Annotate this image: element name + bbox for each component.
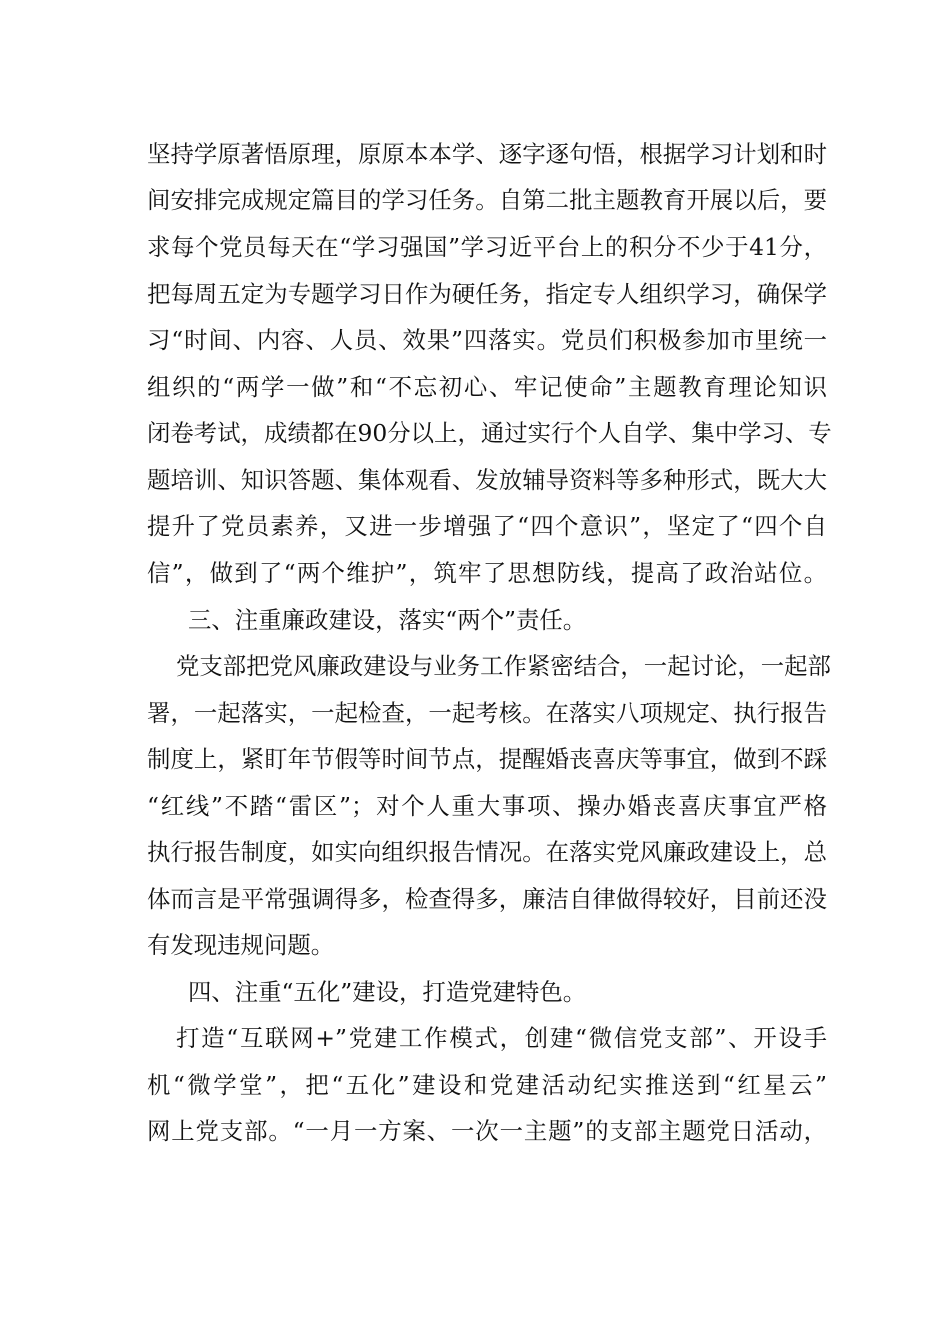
paragraph-line: 有发现违规问题。 [147,931,335,959]
paragraph-line: 党支部把党风廉政建设与业务工作紧密结合，一起讨论，一起部 [176,652,831,680]
paragraph-line: 信”，做到了“两个维护”，筑牢了思想防线，提高了政治站位。 [147,559,827,587]
paragraph-line: 坚持学原著悟原理，原原本本学、逐字逐句悟，根据学习计划和时 [147,140,827,168]
section-heading: 三、注重廉政建设，落实“两个”责任。 [188,606,587,634]
section-heading: 四、注重“五化”建设，打造党建特色。 [188,978,587,1006]
paragraph-line: 执行报告制度，如实向组织报告情况。在落实党风廉政建设上，总 [147,838,827,866]
paragraph-line: 组织的“两学一做”和“不忘初心、牢记使命”主题教育理论知识 [147,373,827,401]
paragraph-line: 习“时间、内容、人员、效果”四落实。党员们积极参加市里统一 [147,326,827,354]
paragraph-line: 打造“互联网+”党建工作模式，创建“微信党支部”、开设手 [176,1024,827,1052]
paragraph-line: 制度上，紧盯年节假等时间节点，提醒婚丧喜庆等事宜，做到不踩 [147,745,827,773]
paragraph-line: 闭卷考试，成绩都在90分以上，通过实行个人自学、集中学习、专 [147,419,832,447]
paragraph-line: 体而言是平常强调得多，检查得多，廉洁自律做得较好，目前还没 [147,885,827,913]
paragraph-line: 署，一起落实，一起检查，一起考核。在落实八项规定、执行报告 [147,699,827,727]
paragraph-line: 间安排完成规定篇目的学习任务。自第二批主题教育开展以后，要 [147,186,827,214]
paragraph-line: 把每周五定为专题学习日作为硬任务，指定专人组织学习，确保学 [147,280,827,308]
paragraph-line: 网上党支部。“一月一方案、一次一主题”的支部主题党日活动， [147,1117,827,1145]
paragraph-line: 机“微学堂”，把“五化”建设和党建活动纪实推送到“红星云” [147,1071,827,1099]
paragraph-line: 题培训、知识答题、集体观看、发放辅导资料等多种形式，既大大 [147,466,827,494]
paragraph-line: 提升了党员素养，又进一步增强了“四个意识”，坚定了“四个自 [147,512,827,540]
paragraph-line: 求每个党员每天在“学习强国”学习近平台上的积分不少于41分， [147,233,827,261]
paragraph-line: “红线”不踏“雷区”；对个人重大事项、操办婚丧喜庆事宜严格 [147,792,827,820]
